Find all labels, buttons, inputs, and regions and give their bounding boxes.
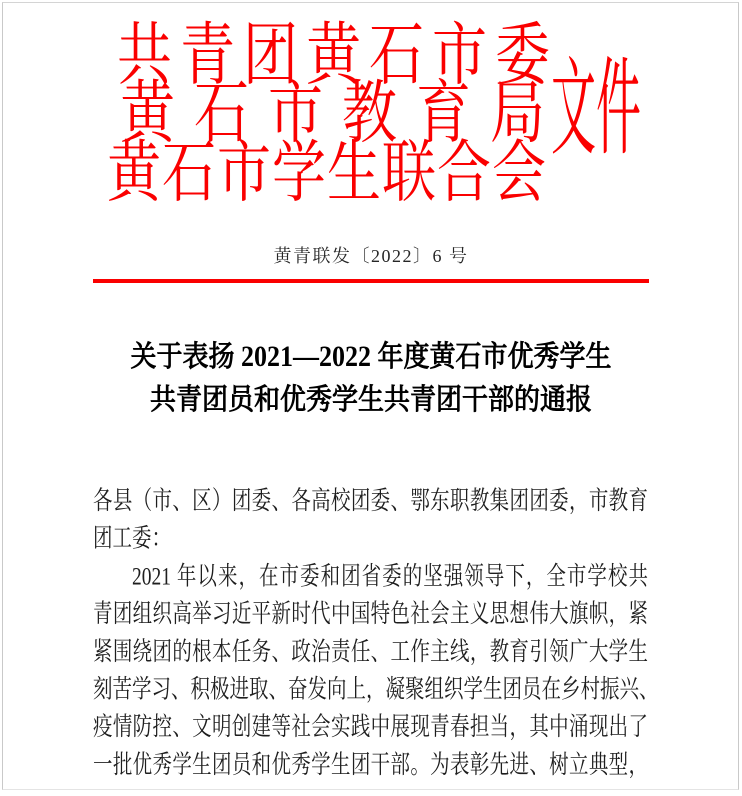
letterhead-org-name-1: 共青团黄石市委: [117, 17, 559, 94]
document-title: [0, 336, 742, 421]
body-paragraph-line: 一批优秀学生团员和优秀学生团干部。为表彰先进、树立典型，: [93, 752, 648, 780]
body-paragraph-line: 疫情防控、文明创建等社会实践中展现青春担当，其中涌现出了: [93, 714, 648, 742]
document-reference-number: 黄青联发〔2022〕6 号: [273, 246, 469, 266]
red-separator-line: [93, 279, 649, 283]
body-salutation-line-1: 各县（市、区）团委、各高校团委、鄂东职教集团团委，市教育: [93, 488, 648, 516]
document-title-line-2: 共青团员和优秀学生共青团干部的通报: [149, 383, 592, 416]
body-paragraph-line: 2021 年以来，在市委和团省委的坚强领导下，全市学校共: [132, 563, 648, 591]
document-body: [93, 483, 659, 785]
letterhead-org-name-2: 黄石市教育局: [120, 75, 565, 152]
body-salutation-line-2: 团工委：: [93, 525, 172, 554]
letterhead-org-name-3: 黄石市学生联合会: [107, 135, 547, 211]
body-paragraph-line: 紧围绕团的根本任务、政治责任、工作主线，教育引领广大学生: [93, 639, 648, 667]
body-paragraph-line: 刻苦学习、积极进取、奋发向上，凝聚组织学生团员在乡村振兴、: [93, 676, 659, 704]
document-title-line-1: 关于表扬 2021—2022 年度黄石市优秀学生: [130, 340, 612, 373]
body-paragraph-line: 青团组织高举习近平新时代中国特色社会主义思想伟大旗帜，紧: [93, 601, 648, 629]
letterhead-document-type-label: 文件: [551, 50, 641, 169]
